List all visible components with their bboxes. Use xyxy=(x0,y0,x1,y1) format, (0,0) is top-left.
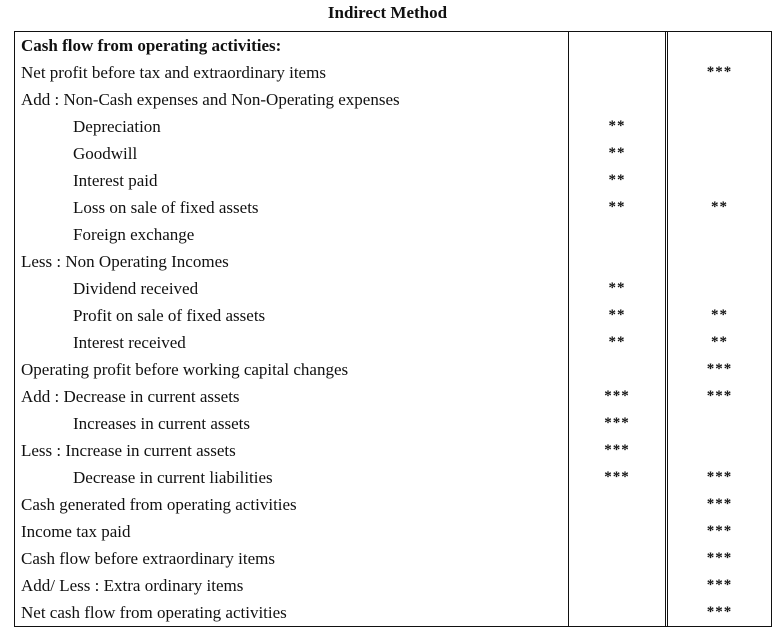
row-label: Dividend received xyxy=(73,279,199,298)
col2-value: *** xyxy=(706,388,733,404)
row-label: Less : Non Operating Incomes xyxy=(21,252,229,271)
table-row xyxy=(15,329,771,356)
table-row xyxy=(15,113,771,140)
row-label: Interest paid xyxy=(73,171,158,190)
row-label: Cash generated from operating activities xyxy=(21,495,297,514)
table-row xyxy=(15,491,771,518)
row-label: Operating profit before working capital changes xyxy=(21,360,349,379)
col1-value: *** xyxy=(604,442,630,458)
cash-flow-table xyxy=(14,31,772,627)
table-row xyxy=(15,275,771,302)
table-row xyxy=(15,140,771,167)
col2-value: *** xyxy=(706,496,733,512)
table-row xyxy=(15,464,771,491)
col1-value: ** xyxy=(608,172,626,188)
col2-value: *** xyxy=(706,604,733,620)
col2-value: ** xyxy=(711,334,728,350)
col1-value: ** xyxy=(608,280,626,296)
col2-value: *** xyxy=(706,64,733,80)
table-row xyxy=(15,410,771,437)
col1-value: ** xyxy=(608,118,626,134)
row-label: Income tax paid xyxy=(21,522,131,541)
col1-value: ** xyxy=(608,199,626,215)
table-row xyxy=(15,356,771,383)
row-label: Depreciation xyxy=(73,117,161,136)
col1-value: *** xyxy=(604,388,630,404)
table-row xyxy=(15,86,771,113)
table-row xyxy=(15,599,771,626)
table-row xyxy=(15,302,771,329)
col1-value: ** xyxy=(608,334,626,350)
table-row xyxy=(15,572,771,599)
table-row xyxy=(15,167,771,194)
col2-value: *** xyxy=(706,361,733,377)
table-row xyxy=(15,545,771,572)
row-label: Net profit before tax and extraordinary items xyxy=(21,63,326,82)
row-label: Add/ Less : Extra ordinary items xyxy=(21,576,244,595)
row-label: Increases in current assets xyxy=(73,414,251,433)
row-label: Cash flow from operating activities: xyxy=(21,36,282,55)
document-title: Indirect Method xyxy=(327,3,448,22)
col1-value: *** xyxy=(604,415,630,431)
col2-value: *** xyxy=(706,577,733,593)
col2-value: *** xyxy=(706,469,733,485)
table-row xyxy=(15,518,771,545)
col1-value: ** xyxy=(608,145,626,161)
row-label: Profit on sale of fixed assets xyxy=(73,306,266,325)
table-row xyxy=(15,221,771,248)
col1-value: *** xyxy=(604,469,630,485)
table-row xyxy=(15,383,771,410)
col2-value: *** xyxy=(706,523,733,539)
row-label: Cash flow before extraordinary items xyxy=(21,549,275,568)
col2-value: ** xyxy=(711,307,728,323)
row-label: Less : Increase in current assets xyxy=(21,441,236,460)
table-row xyxy=(15,248,771,275)
table-row xyxy=(15,437,771,464)
table-row xyxy=(15,59,771,86)
table-row xyxy=(15,32,771,59)
row-label: Goodwill xyxy=(73,144,138,163)
col2-value: *** xyxy=(706,550,733,566)
row-label: Net cash flow from operating activities xyxy=(21,603,287,622)
row-label: Add : Decrease in current assets xyxy=(21,387,240,406)
row-label: Decrease in current liabilities xyxy=(73,468,273,487)
row-label: Foreign exchange xyxy=(73,225,195,244)
row-label: Loss on sale of fixed assets xyxy=(73,198,259,217)
row-label: Interest received xyxy=(73,333,186,352)
table-row xyxy=(15,194,771,221)
col1-value: ** xyxy=(608,307,626,323)
col2-value: ** xyxy=(711,199,728,215)
row-label: Add : Non-Cash expenses and Non-Operating expenses xyxy=(21,90,400,109)
